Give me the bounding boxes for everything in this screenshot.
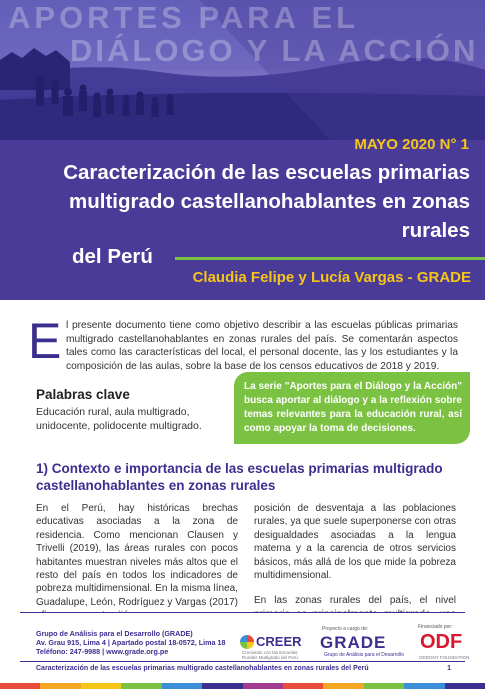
- series-title-line1: APORTES PARA EL: [8, 0, 360, 35]
- series-title-line2: DIÁLOGO Y LA ACCIÓN: [70, 33, 479, 68]
- organization-info: [36, 629, 226, 656]
- header-banner: [0, 0, 485, 300]
- authors-line: Claudia Felipe y Lucía Vargas - GRADE: [192, 269, 471, 286]
- creer-logo: CREER: [256, 634, 302, 649]
- funded-label: Financiado por:: [418, 624, 453, 630]
- body-paragraph: posición de desventaja a las poblaciones rurales, ya que suele superponerse con otras desigualdades asociadas a la lengua materna y a la carencia de otros servicios básicos, más allá de los que mide la pobreza multidimensional.: [254, 503, 456, 582]
- grade-subtitle: Grupo de Análisis para el Desarrollo: [324, 652, 405, 658]
- stripe-segment: [445, 683, 485, 689]
- stripe-segment: [283, 683, 323, 689]
- intro-paragraph: l presente documento tiene como objetivo describir a las escuelas públicas primarias multigrado castellanohablantes en zonas rurales del país. Se comentarán aspectos tales como las características del local, el personal docente, las y los estudiantes y la composición de las aulas, sobre la base de los censos educativos de 2018 y 2019.: [66, 320, 458, 372]
- page-footer: [0, 612, 485, 689]
- grade-logo: GRADE: [320, 633, 387, 652]
- document-title-end: del Perú: [72, 245, 153, 268]
- document-title: Caracterización de las escuelas primarias multigrado castellanohablantes en zonas rurales: [63, 161, 470, 242]
- odf-subtitle: ODDONY FOUNDATION: [419, 655, 470, 660]
- keywords-text: Educación rural, aula multigrado, unidocente, polidocente multigrado.: [36, 406, 202, 432]
- footer-bottom-divider: [20, 661, 465, 662]
- project-label: Proyecto a cargo de:: [322, 626, 369, 632]
- title-divider: [175, 257, 485, 260]
- series-callout-box: [234, 372, 470, 444]
- stripe-segment: [364, 683, 404, 689]
- cover-photo: [0, 0, 485, 140]
- section-heading: 1) Contexto e importancia de las escuelas primarias multigrado castellanohablantes en zonas rurales: [36, 461, 443, 493]
- issue-label: MAYO 2020 N° 1: [354, 136, 469, 153]
- org-address: Av. Grau 915, Lima 4 | Apartado postal 18-0572, Lima 18: [36, 638, 226, 647]
- body-paragraph: En las zonas rurales del país, el nivel: [254, 595, 456, 607]
- partner-logos: [228, 624, 478, 664]
- body-column-left: En el Perú, hay históricas brechas educativas asociadas a la zona de residencia. Como mencionan Clausen y Trivelli (2019), las áreas rurales con pocos habitantes muestran niveles más altos que el resto del país en todos los indicadores de pobreza multidimensional. En la misma línea, Guadalupe, León, Rodríguez y Vargas (2017): [36, 503, 238, 608]
- running-footer-title: Caracterización de las escuelas primarias multigrado castellanohablantes en zonas rurales del Perú: [36, 665, 369, 672]
- stripe-segment: [323, 683, 363, 689]
- drop-cap: E: [28, 313, 62, 369]
- creer-subtitle: Creciendo con las Escuelas Rurales Multigrado del Perú: [242, 650, 298, 660]
- stripe-segment: [243, 683, 283, 689]
- stripe-segment: [121, 683, 161, 689]
- stripe-segment: [404, 683, 444, 689]
- odf-logo: ODF: [420, 631, 463, 653]
- org-name: Grupo de Análisis para el Desarrollo (GRADE): [36, 629, 193, 638]
- creer-logo-icon: [240, 635, 254, 649]
- stripe-segment: [81, 683, 121, 689]
- stripe-segment: [40, 683, 80, 689]
- keywords-heading: Palabras clave: [36, 387, 130, 402]
- footer-divider: [20, 612, 465, 613]
- stripe-segment: [0, 683, 40, 689]
- page-number: 1: [447, 665, 451, 672]
- stripe-segment: [162, 683, 202, 689]
- stripe-segment: [202, 683, 242, 689]
- org-contact: Teléfono: 247-9988 | www.grade.org.pe: [36, 647, 169, 656]
- color-stripe: [0, 683, 485, 689]
- callout-text: La serie "Aportes para el Diálogo y la Acción" busca aportar al diálogo y a la reflexión sobre temas relevantes para la educación rural, así como apoyar la toma de decisiones.: [244, 381, 462, 434]
